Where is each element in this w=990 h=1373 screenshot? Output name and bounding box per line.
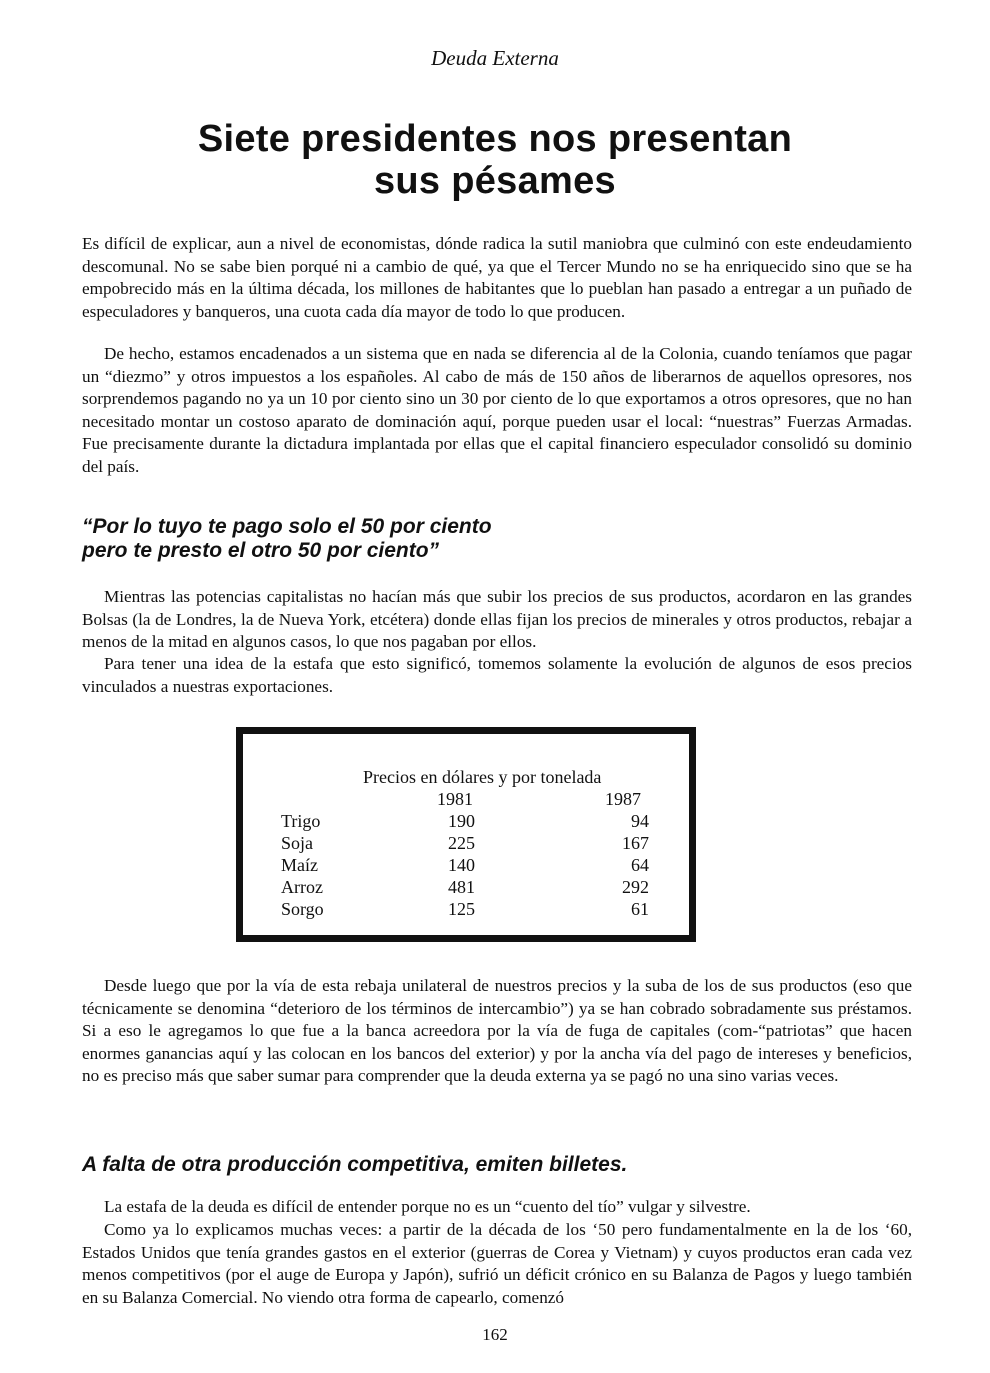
table-row [243,877,689,899]
column-header-1987: 1987 [605,789,641,809]
price-1987: 167 [622,833,649,853]
section-heading-1-line-2: pero te presto el otro 50 por ciento” [82,539,440,562]
section-heading-1 [82,515,912,563]
product-name: Arroz [281,877,323,897]
product-name: Soja [281,833,314,853]
section-1-paragraph-2: Para tener una idea de la estafa que esto significó, tomemos solamente la evolución de algunos de esos precios vinculados a nuestras exportaciones. [82,654,912,696]
price-table [236,727,696,942]
section-1-paragraph-3: Desde luego que por la vía de esta rebaja unilateral de nuestros precios y la suba de los de sus productos (eso que técnicamente se denomina “deterioro de los términos de intercambio”) ya se han cobrado sobradamente sus préstamos. Si a eso le agregamos lo que fue a la banca acreedora por la vía de fuga de capitales (com-“patriotas” que hacen enormes ganancias aquí y las colocan en los bancos del exterior) y por la ancha vía del pago de intereses y beneficios, no es preciso más que saber sumar para comprender que la deuda externa ya se pagó no una sino varias veces. [82,976,912,1085]
running-head: Deuda Externa [431,46,559,70]
price-1987: 292 [622,877,649,897]
table-caption: Precios en dólares y por tonelada [363,767,602,787]
price-table-body [243,734,689,935]
price-1981: 481 [448,877,475,897]
price-1981: 190 [448,811,475,831]
price-1987: 61 [631,899,649,919]
section-1-paragraph-1: Mientras las potencias capitalistas no hacían más que subir los precios de sus productos, acordaron en las grandes Bolsas (la de Londres, la de Nueva York, etcétera) donde ellas fijan los precios de minerales y otros productos, rebajar a menos de la mitad en algunos casos, lo que nos pagaban por ellos. [82,587,912,651]
table-row [243,811,689,833]
article-title [0,118,990,202]
intro-paragraph-1: Es difícil de explicar, aun a nivel de economistas, dónde radica la sutil maniobra que culminó con este endeudamiento descomunal. No se sabe bien porqué ni a cambio de qué, ya que el Tercer Mundo no se ha enriquecido sino que se ha empobrecido más en la última década, los millones de habitantes que lo pueblan han pasado a entregar a un puñado de especuladores y banqueros, una cuota cada día mayor de todo lo que producen. [82,234,912,321]
product-name: Maíz [281,855,318,875]
price-1987: 64 [631,855,649,875]
page-number: 162 [482,1325,508,1344]
title-line-1: Siete presidentes nos presentan [197,118,793,160]
section-heading-1-line-1: “Por lo tuyo te pago solo el 50 por ciento [82,515,492,538]
title-line-2: sus pésames [373,160,616,202]
product-name: Trigo [281,811,321,831]
table-row [243,899,689,921]
price-1981: 125 [448,899,475,919]
price-1981: 225 [448,833,475,853]
price-1987: 94 [631,811,649,831]
section-2-paragraph-1: La estafa de la deuda es difícil de entender porque no es un “cuento del tío” vulgar y silvestre. [104,1197,751,1216]
column-header-1981: 1981 [437,789,473,809]
section-2-paragraph-2: Como ya lo explicamos muchas veces: a partir de la década de los ‘50 pero fundamentalmente en la de los ‘60, Estados Unidos que tenía grandes gastos en el exterior (guerras de Corea y Vietnam) y cuyos productos eran cada vez menos competitivos (por el auge de Europa y Japón), sufrió un déficit crónico en su Balanza de Pagos y luego también en su Balanza Comercial. No viendo otra forma de capearlo, comenzó [82,1220,912,1307]
table-row [243,855,689,877]
price-1981: 140 [448,855,475,875]
table-row [243,833,689,855]
section-heading-2: A falta de otra producción competitiva, emiten billetes. [82,1153,628,1176]
intro-paragraph-2: De hecho, estamos encadenados a un sistema que en nada se diferencia al de la Colonia, cuando teníamos que pagar un “diezmo” y otros impuestos a los españoles. Al cabo de más de 150 años de liberarnos de aquellos opresores, nos sorprendemos pagando no ya un 10 por ciento sino un 30 por ciento de lo que exportamos a otros opresores, que no han necesitado montar un costoso aparato de dominación aquí, porque pueden usar el local: “nuestras” Fuerzas Armadas. Fue precisamente durante la dictadura implantada por ellas que el capital financiero especulador consolidó su dominio del país. [82,344,912,476]
product-name: Sorgo [281,899,324,919]
